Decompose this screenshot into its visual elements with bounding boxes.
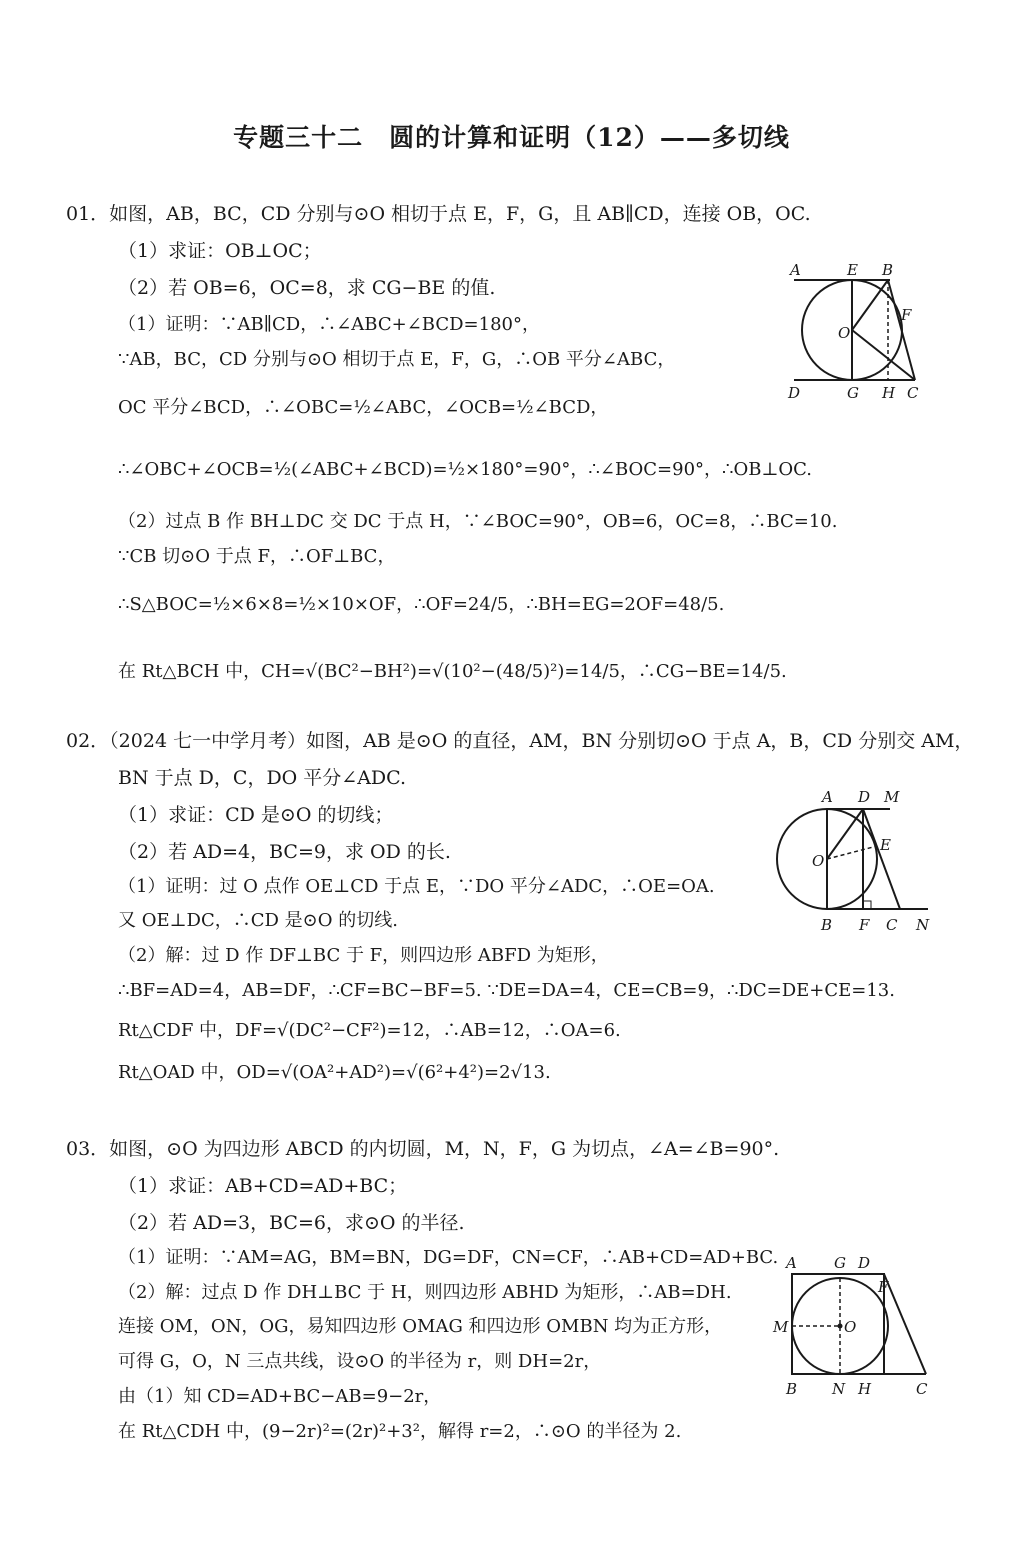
label-g: G [834,1254,846,1272]
problem-02-part1: （1）求证：CD 是⊙O 的切线； [118,804,394,826]
problem-03-solution-line: 在 Rt△CDH 中，(9−2r)²=(2r)²+3²，解得 r=2，∴⊙O 的半径为 2. [118,1421,682,1442]
problem-03-solution-line: 连接 OM，ON，OG，易知四边形 OMAG 和四边形 OMBN 均为正方形， [118,1316,723,1337]
problem-01-solution-line: （2）过点 B 作 BH⊥DC 交 DC 于点 H，∵∠BOC=90°，OB=6，OC=8，∴BC=10. [118,511,838,532]
label-c: C [916,1380,928,1398]
problem-02-solution-line: 又 OE⊥DC，∴CD 是⊙O 的切线. [118,910,398,931]
problem-03-part2: （2）若 AD=3，BC=6，求⊙O 的半径. [118,1212,465,1234]
problem-01-figure [780,258,930,408]
label-m: M [884,788,900,806]
line-dc [863,809,900,909]
label-b: B [786,1380,798,1398]
label-d: D [858,788,871,806]
problem-03-solution-line: （1）证明：∵AM=AG，BM=BN，DG=DF，CN=CF，∴AB+CD=AD+BC. [118,1247,779,1268]
center-point [838,1324,843,1329]
label-c: C [907,384,919,402]
line-ob [852,280,888,330]
label-b: B [821,916,833,934]
right-angle-mark [863,901,871,909]
label-f: F [859,916,870,934]
label-o: O [844,1318,857,1336]
problem-01-solution-line: ∵AB，BC，CD 分别与⊙O 相切于点 E，F，G，∴OB 平分∠ABC， [118,349,676,370]
label-a: A [822,788,833,806]
problem-01-solution-line: ∵CB 切⊙O 于点 F，∴OF⊥BC， [118,546,396,567]
problem-03-solution-line: 由（1）知 CD=AD+BC−AB=9−2r， [118,1386,442,1407]
problem-01-part1: （1）求证：OB⊥OC； [118,240,322,262]
label-d: D [858,1254,871,1272]
label-h: H [858,1380,872,1398]
problem-02-solution-line: ∴BF=AD=4，AB=DF，∴CF=BC−BF=5. ∵DE=DA=4，CE=CB=9，∴DC=DE+CE=13. [118,980,895,1001]
line-dc [884,1274,926,1374]
problem-02-stem-cont: BN 于点 D，C，DO 平分∠ADC. [118,767,407,789]
problem-02-solution-line: Rt△CDF 中，DF=√(DC²−CF²)=12，∴AB=12，∴OA=6. [118,1020,621,1041]
problem-01-solution-line: 在 Rt△BCH 中，CH=√(BC²−BH²)=√(10²−(48/5)²)=14/5，∴CG−BE=14/5. [118,661,787,682]
label-n: N [916,916,930,934]
label-f: F [901,306,912,324]
problem-01-solution-line: ∴S△BOC=½×6×8=½×10×OF，∴OF=24/5，∴BH=EG=2OF=48/5. [118,594,725,615]
label-h: H [882,384,896,402]
label-d: D [788,384,801,402]
label-a: A [790,261,801,279]
problem-03-solution-line: 可得 G，O，N 三点共线，设⊙O 的半径为 r，则 DH=2r， [118,1351,602,1372]
problem-02-solution-line: （1）证明：过 O 点作 OE⊥CD 于点 E，∵DO 平分∠ADC，∴OE=OA. [118,876,715,897]
problem-03-part1: （1）求证：AB+CD=AD+BC； [118,1175,408,1197]
label-a: A [786,1254,797,1272]
line-bc [888,280,915,380]
label-n: N [832,1380,846,1398]
problem-01-stem: 01．如图，AB，BC，CD 分别与⊙O 相切于点 E，F，G，且 AB∥CD，连接 OB，OC. [66,203,811,225]
problem-03-figure [770,1254,940,1402]
label-m: M [773,1318,789,1336]
problem-02-figure [770,784,940,939]
label-e: E [847,261,858,279]
problem-01-solution-line: （1）证明：∵AB∥CD，∴∠ABC+∠BCD=180°， [118,314,540,335]
label-g: G [847,384,859,402]
line-oc [852,330,915,380]
label-b: B [882,261,894,279]
problem-01-solution-line: ∴∠OBC+∠OCB=½(∠ABC+∠BCD)=½×180°=90°，∴∠BOC=90°，∴OB⊥OC. [118,459,813,480]
problem-02-stem: 02．（2024 七一中学月考）如图，AB 是⊙O 的直径，AM，BN 分别切⊙O 于点 A，B，CD 分别交 AM， [66,730,974,752]
problem-03-solution-line: （2）解：过点 D 作 DH⊥BC 于 H，则四边形 ABHD 为矩形，∴AB=DH. [118,1282,732,1303]
problem-02-solution-line: （2）解：过 D 作 DF⊥BC 于 F，则四边形 ABFD 为矩形， [118,945,609,966]
problem-03-stem: 03．如图，⊙O 为四边形 ABCD 的内切圆，M，N，F，G 为切点，∠A=∠B=90°. [66,1138,780,1160]
problem-01-solution-line: OC 平分∠BCD，∴∠OBC=½∠ABC，∠OCB=½∠BCD， [118,397,609,418]
problem-01-part2: （2）若 OB=6，OC=8，求 CG−BE 的值. [118,277,496,299]
page-title: 专题三十二 圆的计算和证明（12）——多切线 [233,123,790,152]
label-e: E [880,836,891,854]
label-f: F [878,1278,889,1296]
problem-02-solution-line: Rt△OAD 中，OD=√(OA²+AD²)=√(6²+4²)=2√13. [118,1062,551,1083]
label-o: O [838,324,851,342]
label-c: C [886,916,898,934]
label-o: O [812,852,825,870]
problem-02-part2: （2）若 AD=4，BC=9，求 OD 的长. [118,841,451,863]
